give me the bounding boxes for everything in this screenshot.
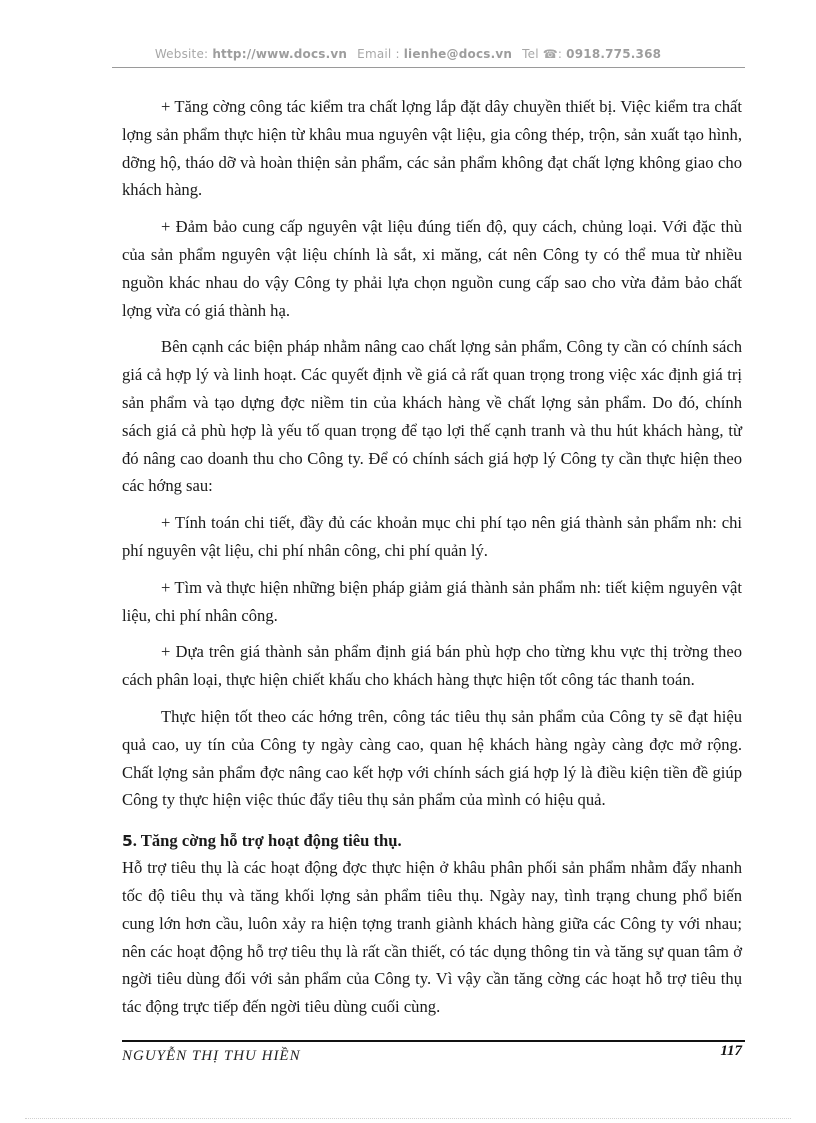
header-divider bbox=[112, 67, 745, 68]
page-bottom-border bbox=[25, 1118, 791, 1119]
email-label: Email : bbox=[357, 47, 404, 61]
paragraph-cost-reduction: + Tìm và thực hiện những biện pháp giảm giá thành sản phẩm nh: tiết kiệm nguyên vật liệu, chi phí nhân công. bbox=[122, 577, 742, 625]
footer-divider bbox=[122, 1040, 745, 1042]
paragraph-conclusion: Thực hiện tốt theo các hớng trên, công tác tiêu thụ sản phẩm của Công ty sẽ đạt hiệu quả cao, uy tín của Công ty ngày càng cao, quan hệ khách hàng ngày càng đợc mở rộng. Chất lợng sản phẩm đợc nâng cao kết hợp với chính sách giá hợp lý là điều kiện tiền đề giúp Công ty thực hiện việc thúc đẩy tiêu thụ sản phẩm của mình có hiệu quả. bbox=[122, 706, 742, 810]
section-number: 5 bbox=[122, 832, 133, 851]
site-header bbox=[0, 47, 816, 61]
paragraph-pricing-policy: Bên cạnh các biện pháp nhằm nâng cao chất lợng sản phẩm, Công ty cần có chính sách giá cả hợp lý và linh hoạt. Các quyết định về giá cả rất quan trọng trong việc xác định giá trị sản phẩm và tạo dựng đợc niềm tin của khách hàng về chất lợng sản phẩm. Do đó, chính sách giá cả phù hợp là yếu tố quan trọng để tạo lợi thế cạnh tranh và thu hút khách hàng, từ đó nâng cao doanh thu cho Công ty. Để có chính sách giá hợp lý Công ty cần thực hiện theo các hớng sau: bbox=[122, 337, 742, 496]
paragraph-price-setting: + Dựa trên giá thành sản phẩm định giá bán phù hợp cho từng khu vực thị trờng theo cách phân loại, thực hiện chiết khấu cho khách hàng thực hiện tốt công tác thanh toán. bbox=[122, 642, 742, 690]
tel-number: 0918.775.368 bbox=[566, 47, 662, 61]
body-text bbox=[122, 93, 742, 1021]
paragraph-cost-calculation: + Tính toán chi tiết, đầy đủ các khoản mục chi phí tạo nên giá thành sản phẩm nh: chi phí nguyên vật liệu, chi phí nhân công, chi phí quản lý. bbox=[122, 513, 742, 560]
paragraph-sales-support: Hỗ trợ tiêu thụ là các hoạt động đợc thực hiện ở khâu phân phối sản phẩm nhằm đẩy nhanh tốc độ tiêu thụ và tăng khối lợng sản phẩm tiêu thụ. Ngày nay, tình trạng chung phổ biến cung lớn hơn cầu, luôn xảy ra hiện tợng tranh giành khách hàng giữa các Công ty với nhau; nên các hoạt động hỗ trợ tiêu thụ là rất cần thiết, có tác dụng thông tin và tăng sự quan tâm ở ngời tiêu dùng đối với sản phẩm của Công ty. Vì vậy cần tăng cờng các hoạt hỗ trợ tiêu thụ tác động trực tiếp đến ngời tiêu dùng cuối cùng. bbox=[122, 858, 742, 1017]
website-label: Website: bbox=[154, 47, 213, 61]
section-title: . Tăng cờng hỗ trợ hoạt động tiêu thụ. bbox=[132, 831, 402, 851]
paragraph-materials-supply: + Đảm bảo cung cấp nguyên vật liệu đúng tiến độ, quy cách, chủng loại. Với đặc thù của sản phẩm nguyên vật liệu chính là sắt, xi măng, cát nên Công ty có thể mua từ nhiều nguồn khác nhau do vậy Công ty phải lựa chọn nguồn cung cấp sao cho vừa đảm bảo chất lợng vừa có giá thành hạ. bbox=[122, 217, 742, 320]
section-heading bbox=[122, 828, 742, 854]
footer-author: NGUYỄN THỊ THU HIỀN bbox=[122, 1048, 301, 1064]
website-link[interactable]: http://www.docs.vn bbox=[212, 47, 348, 61]
tel-label: Tel ☎: bbox=[522, 47, 567, 61]
email-link[interactable]: lienhe@docs.vn bbox=[403, 47, 513, 61]
paragraph-quality-control: + Tăng cờng công tác kiểm tra chất lợng lắp đặt dây chuyền thiết bị. Việc kiểm tra chất lợng sản phẩm thực hiện từ khâu mua nguyên vật liệu, gia công thép, trộn, sản xuất tạo hình, dỡng hộ, tháo dỡ và hoàn thiện sản phẩm, các sản phẩm không đạt chất lợng không giao cho khách hàng. bbox=[122, 97, 742, 200]
page-number: 117 bbox=[720, 1043, 742, 1059]
